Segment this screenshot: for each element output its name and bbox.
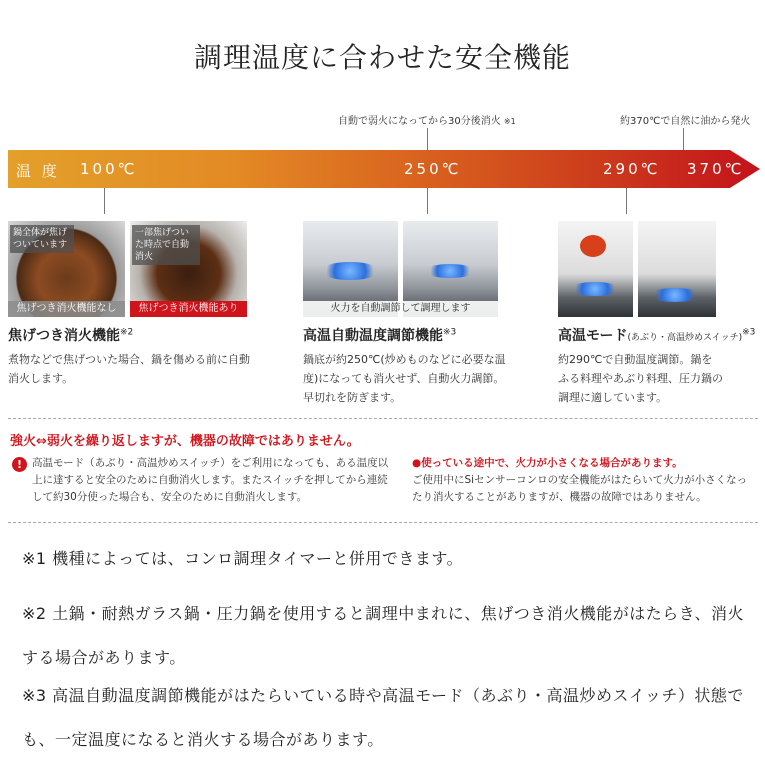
divider-top	[8, 418, 758, 419]
temp-370: 370℃	[687, 160, 745, 178]
alert-icon: !	[12, 457, 27, 472]
bubble-all-burnt: 鍋全体が焦げついています	[10, 225, 74, 253]
tick-250-bottom	[427, 188, 428, 214]
flame-icon	[320, 262, 380, 280]
note-ignition: 約370℃で自然に油から発火	[620, 116, 751, 127]
feature-title-high-temp-mode	[558, 325, 755, 345]
flame-icon	[425, 264, 475, 278]
tick-370-top	[683, 128, 684, 150]
feature-desc-high-temp-mode: 約290℃で自動温度調節。鍋をふる料理やあぶり料理、圧力鍋の調理に適しています。	[558, 353, 723, 404]
caption-with-feature: 焦げつき消火機能あり	[130, 301, 247, 317]
footnote-1: ※1 機種によっては、コンロ調理タイマーと併用できます。	[22, 549, 464, 568]
tick-290-bottom	[626, 188, 627, 214]
tick-250-top	[427, 128, 428, 150]
feature-title-text: 高温自動温度調節機能	[303, 328, 443, 344]
page-title: 調理温度に合わせた安全機能	[193, 41, 571, 74]
note-auto-off-mark: ※1	[503, 117, 516, 126]
feature-mark: ※2	[120, 327, 134, 338]
feature-title-text: 高温モード	[558, 328, 628, 344]
vegetable-icon	[580, 235, 606, 257]
flame-icon	[570, 282, 620, 296]
temp-290: 290℃	[603, 160, 661, 178]
flame-icon	[650, 288, 700, 302]
temp-label: 温 度	[16, 162, 60, 180]
feature-mark: ※3	[742, 327, 756, 338]
feature-title-text: 焦げつき消火機能	[8, 328, 120, 344]
caption-without-feature: 焦げつき消火機能なし	[8, 301, 125, 317]
photo-wok-right	[638, 221, 716, 317]
footnote-2: ※2 土鍋・耐熱ガラス鍋・圧力鍋を使用すると調理中まれに、焦げつき消火機能がはたらき、消火する場合があります。	[22, 604, 745, 667]
tick-100-bottom	[104, 188, 105, 214]
temp-100: 100℃	[80, 160, 138, 178]
bubble-partial-burnt: 一部焦げついた時点で自動消火	[132, 225, 200, 265]
feature-title-high-temp-control	[303, 325, 456, 345]
warning-right-body: ご使用中にSiセンサーコンロの安全機能がはたらいて火力が小さくなったり消火することがありますが、機器の故障ではありません。	[412, 474, 748, 503]
divider-bottom	[8, 522, 758, 523]
note-auto-off-text: 自動で弱火になってから30分後消火	[338, 116, 501, 127]
caption-auto-adjust: 火力を自動調節して調理します	[303, 301, 498, 317]
warning-heading: 強火⇔弱火を繰り返しますが、機器の故障ではありません。	[10, 434, 360, 449]
footnote-3: ※3 高温自動温度調節機能がはたらいている時や高温モード（あぶり・高温炒めスイッチ）状態でも、一定温度になると消火する場合があります。	[22, 686, 744, 749]
feature-title-burn-prevention	[8, 325, 133, 345]
warning-body: 高温モード（あぶり・高温炒めスイッチ）をご利用になっても、ある温度以上に達すると安全のために自動消火します。またスイッチを押してから連続して約30分使った場合も、安全のために自動消火します。	[32, 457, 389, 503]
feature-desc-burn-prevention: 煮物などで焦げついた場合、鍋を傷める前に自動消火します。	[8, 353, 250, 385]
feature-subtitle: (あぶり・高温炒めスイッチ)	[627, 333, 743, 343]
feature-mark: ※3	[443, 327, 457, 338]
warning-right-heading: ●使っている途中で、火力が小さくなる場合があります。	[412, 457, 683, 469]
feature-desc-high-temp-control: 鍋底が約250℃(炒めものなどに必要な温度)になっても消火せず、自動火力調節。早切れを防ぎます。	[303, 353, 506, 404]
note-auto-off	[338, 112, 516, 127]
temp-250: 250℃	[404, 160, 462, 178]
